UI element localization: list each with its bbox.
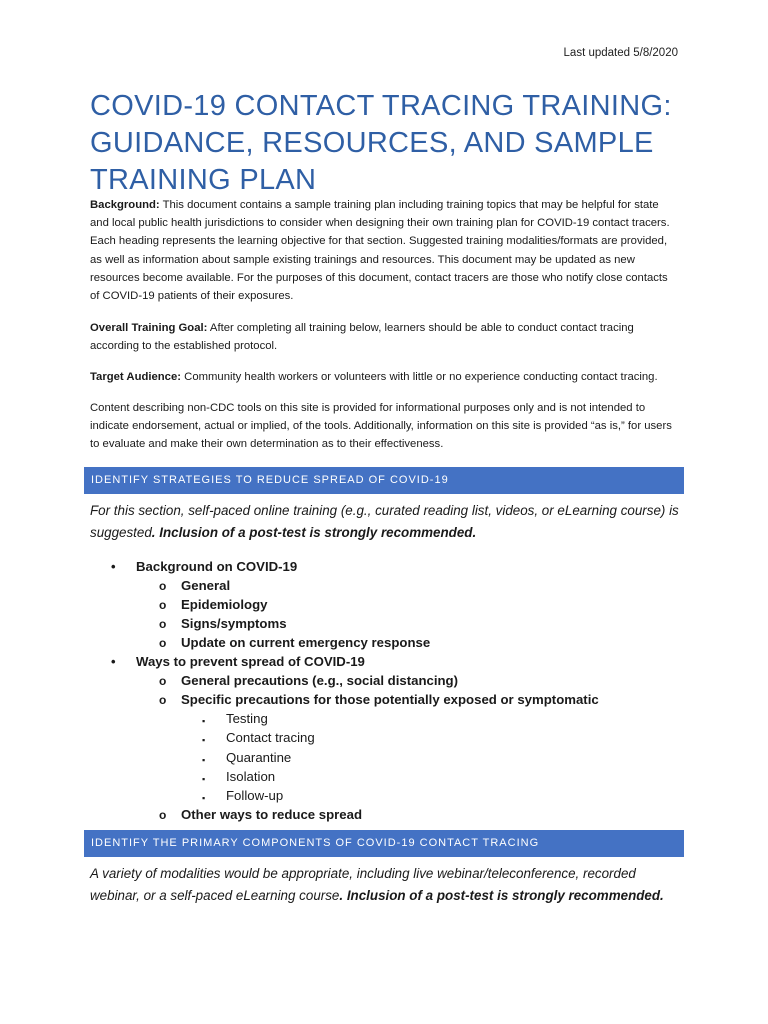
- outline-item-level-2: [159, 615, 287, 633]
- outline-item-text: Contact tracing: [226, 730, 315, 746]
- outline-item-level-2: [159, 691, 599, 709]
- target-audience-label: Target Audience:: [90, 371, 182, 383]
- square-bullet-icon: ▪: [202, 773, 206, 784]
- title-line: GUIDANCE, RESOURCES, AND SAMPLE: [90, 127, 654, 159]
- circle-bullet-icon: o: [159, 674, 167, 689]
- circle-bullet-icon: o: [159, 579, 167, 594]
- bullet-icon: •: [111, 654, 116, 670]
- title-line: TRAINING PLAN: [90, 164, 317, 196]
- document-title: [90, 88, 690, 199]
- outline-item-level-2: [159, 806, 363, 824]
- section-heading-strategies: IDENTIFY STRATEGIES TO REDUCE SPREAD OF COVID-19: [84, 467, 684, 494]
- square-bullet-icon: ▪: [202, 754, 206, 765]
- background-text: This document contains a sample training plan including training topics that may be helpful for state and local public health jurisdictions to consider when designing their own training plan for COVID-19 contact tracers. Each heading represents the learning objective for that section. Suggested training modalities/formats are provided, as well as information about sample existing trainings and resources. This document may be updated as new resources become available. For the purposes of this document, contact tracers are those who notify close contacts of COVID-19 patients of their exposures.: [90, 199, 670, 303]
- training-goal-label: Overall Training Goal:: [90, 322, 208, 334]
- square-bullet-icon: ▪: [202, 735, 206, 746]
- outline-item-text: Signs/symptoms: [181, 616, 287, 632]
- circle-bullet-icon: o: [159, 598, 167, 613]
- circle-bullet-icon: o: [159, 693, 167, 708]
- disclaimer-paragraph: Content describing non-CDC tools on this site is provided for informational purposes only and is not intended to indicate endorsement, actual or implied, of the tools. Additionally, information on this site is provided “as is,” for users to evaluate and make their own determination as to their effectiveness.: [90, 402, 672, 451]
- outline-item-text: Other ways to reduce spread: [181, 806, 363, 822]
- circle-bullet-icon: o: [159, 807, 167, 822]
- post-test-note: . Inclusion of a post-test is strongly recommended.: [339, 887, 664, 903]
- outline-item-text: Epidemiology: [181, 597, 268, 613]
- outline-item-text: General precautions (e.g., social distancing): [181, 673, 459, 689]
- outline-item-text: Update on current emergency response: [181, 635, 431, 651]
- target-audience-text: Community health workers or volunteers with little or no experience conducting contact tracing.: [181, 371, 658, 383]
- square-bullet-icon: ▪: [202, 716, 206, 727]
- background-paragraph: [90, 196, 680, 305]
- outline-item-text: Follow-up: [226, 787, 284, 803]
- bullet-icon: •: [111, 559, 116, 574]
- outline-item-text: Specific precautions for those potentially exposed or symptomatic: [181, 692, 599, 708]
- background-label: Background:: [90, 199, 160, 211]
- square-bullet-icon: ▪: [202, 792, 206, 803]
- outline-item-level-2: [159, 672, 459, 690]
- circle-bullet-icon: o: [159, 617, 167, 632]
- outline-item-level-3: [202, 787, 284, 805]
- post-test-note: . Inclusion of a post-test is strongly recommended.: [151, 524, 477, 540]
- outline-item-text: Quarantine: [226, 749, 292, 765]
- outline-item-level-3: [202, 729, 315, 747]
- last-updated-date: Last updated 5/8/2020: [563, 47, 678, 59]
- section-intro-components: [90, 863, 685, 906]
- section-intro-strategies: [90, 500, 685, 543]
- outline-item-text: Background on COVID-19: [136, 559, 298, 574]
- section-heading-components: IDENTIFY THE PRIMARY COMPONENTS OF COVID-19 CONTACT TRACING: [84, 830, 684, 857]
- outline-item-level-1: [111, 653, 365, 671]
- training-goal-text: After completing all training below, learners should be able to conduct contact tracing according to the established protocol.: [90, 322, 634, 353]
- outline-item-level-3: [202, 749, 292, 767]
- title-line: COVID-19 CONTACT TRACING TRAINING:: [90, 90, 672, 122]
- outline-item-level-2: [159, 577, 231, 595]
- outline-item-level-1: [111, 558, 298, 576]
- outline-item-level-2: [159, 634, 431, 652]
- target-audience-paragraph: [90, 368, 680, 386]
- outline-item-text: Testing: [226, 711, 268, 727]
- section-intro-text: A variety of modalities would be appropriate, including live webinar/teleconference, recorded webinar, or a self-paced eLearning course: [90, 866, 636, 903]
- outline-item-text: Ways to prevent spread of COVID-19: [136, 654, 365, 670]
- outline-item-level-3: [202, 710, 268, 728]
- outline-item-level-2: [159, 596, 268, 614]
- training-goal-paragraph: [90, 319, 680, 355]
- outline-item-text: Isolation: [226, 768, 276, 784]
- section-intro-text: For this section, self-paced online training (e.g., curated reading list, videos, or eLearning course) is suggested: [90, 503, 679, 540]
- circle-bullet-icon: o: [159, 636, 167, 651]
- outline-item-level-3: [202, 768, 276, 786]
- outline-item-text: General: [181, 578, 231, 594]
